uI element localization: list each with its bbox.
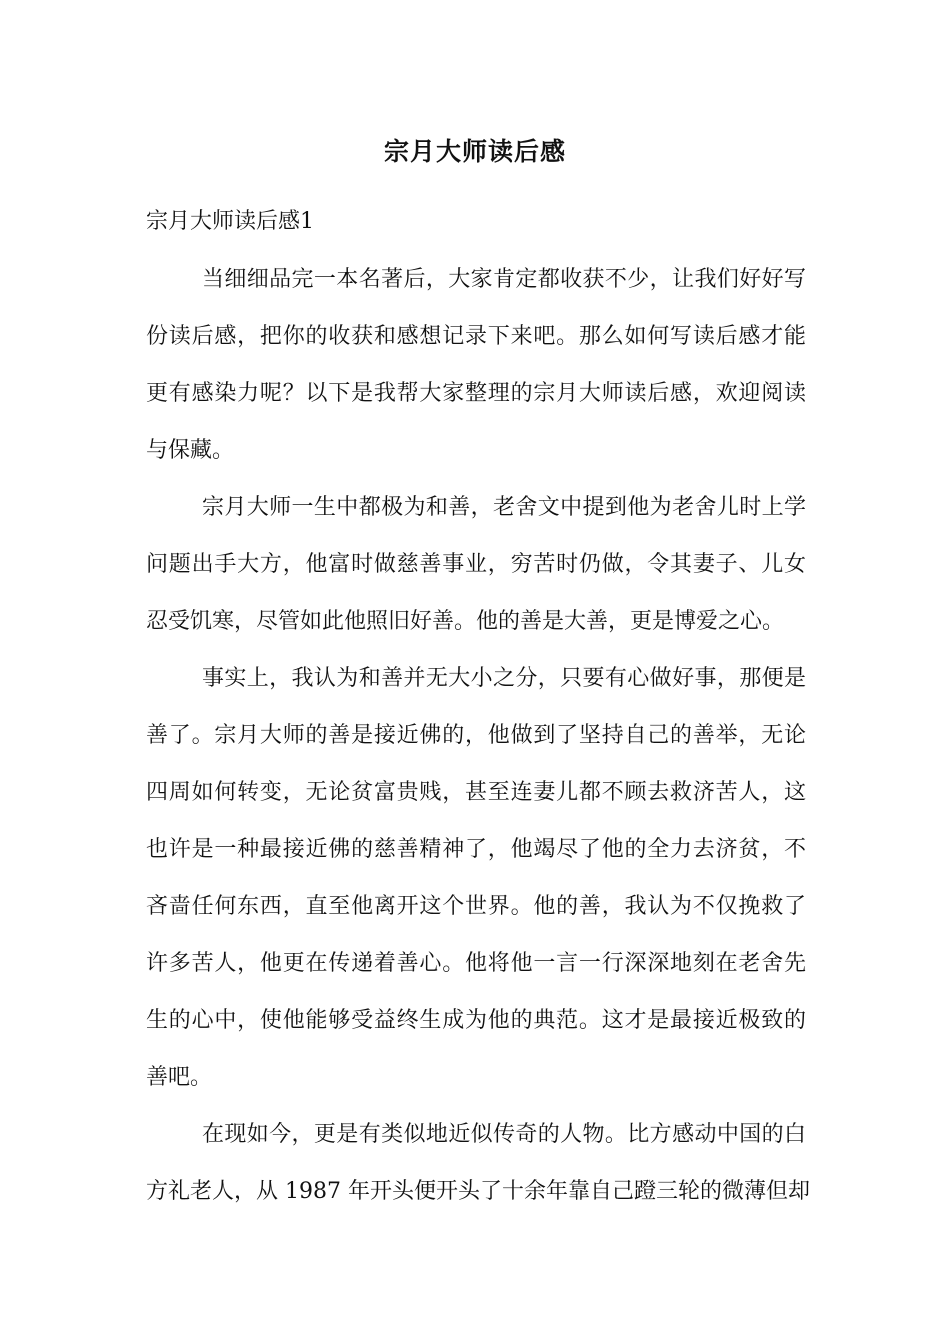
paragraph-2-line-2: 问题出手大方，他富时做慈善事业，穷苦时仍做，令其妻子、儿女 bbox=[146, 552, 806, 577]
paragraph-3-line-8: 善吧。 bbox=[146, 1065, 213, 1090]
paragraph-3-line-2: 善了。宗月大师的善是接近佛的，他做到了坚持自己的善举，无论 bbox=[146, 723, 806, 748]
paragraph-2-line-3: 忍受饥寒，尽管如此他照旧好善。他的善是大善，更是博爱之心。 bbox=[146, 609, 785, 634]
paragraph-1-line-2: 份读后感，把你的收获和感想记录下来吧。那么如何写读后感才能 bbox=[146, 324, 806, 349]
paragraph-3-line-7: 生的心中，使他能够受益终生成为他的典范。这才是最接近极致的 bbox=[146, 1008, 806, 1033]
paragraph-3-line-3: 四周如何转变，无论贫富贵贱，甚至连妻儿都不顾去救济苦人，这 bbox=[146, 780, 806, 805]
paragraph-3-line-5: 吝啬任何东西，直至他离开这个世界。他的善，我认为不仅挽救了 bbox=[146, 894, 806, 919]
paragraph-4-line-2: 方礼老人，从 1987 年开头便开头了十余年靠自己蹬三轮的微薄但却 bbox=[146, 1179, 810, 1204]
paragraph-1-line-1: 当细细品完一本名著后，大家肯定都收获不少，让我们好好写 bbox=[202, 267, 806, 292]
paragraph-4-line-1: 在现如今，更是有类似地近似传奇的人物。比方感动中国的白 bbox=[202, 1122, 806, 1147]
paragraph-1-line-4: 与保藏。 bbox=[146, 438, 235, 463]
paragraph-2-line-1: 宗月大师一生中都极为和善，老舍文中提到他为老舍儿时上学 bbox=[202, 495, 806, 520]
paragraph-3-line-6: 许多苦人，他更在传递着善心。他将他一言一行深深地刻在老舍先 bbox=[146, 951, 806, 976]
section-heading: 宗月大师读后感1 bbox=[146, 209, 314, 234]
paragraph-3-line-1: 事实上，我认为和善并无大小之分，只要有心做好事，那便是 bbox=[202, 666, 806, 691]
paragraph-1-line-3: 更有感染力呢？以下是我帮大家整理的宗月大师读后感，欢迎阅读 bbox=[146, 381, 806, 406]
document-title: 宗月大师读后感 bbox=[383, 137, 566, 166]
paragraph-3-line-4: 也许是一种最接近佛的慈善精神了，他竭尽了他的全力去济贫，不 bbox=[146, 837, 806, 862]
